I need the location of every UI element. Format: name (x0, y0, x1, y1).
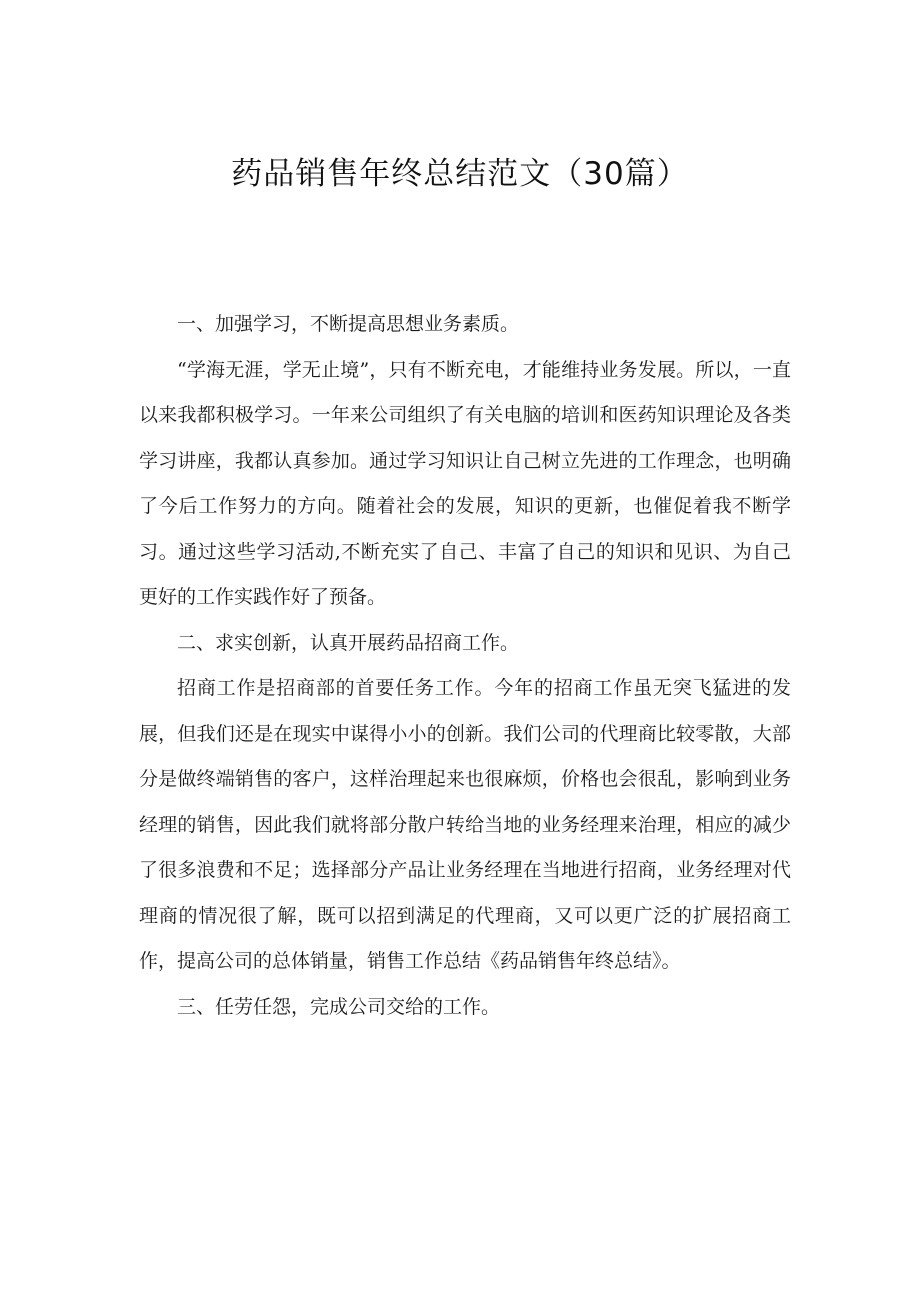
document-title: 药品销售年终总结范文（30篇） (231, 156, 689, 192)
section-paragraph-2: 招商工作是招商部的首要任务工作。今年的招商工作虽无突飞猛进的发展，但我们还是在现实中谋得小小的创新。我们公司的代理商比较零散，大部分是做终端销售的客户，这样治理起来也很麻烦，价格也会很乱，影响到业务经理的销售，因此我们就将部分散户转给当地的业务经理来治理，相应的减少了很多浪费和不足；选择部分产品让业务经理在当地进行招商，业务经理对代理商的情况很了解，既可以招到满足的代理商，又可以更广泛的扩展招商工作，提高公司的总体销量，销售工作总结《药品销售年终总结》。 (139, 677, 791, 972)
section-paragraph-1: “学海无涯，学无止境”，只有不断充电，才能维持业务发展。所以，一直以来我都积极学习。一年来公司组织了有关电脑的培训和医药知识理论及各类学习讲座，我都认真参加。通过学习知识让自己树立先进的工作理念，也明确了今后工作努力的方向。随着社会的发展，知识的更新，也催促着我不断学习。通过这些学习活动,不断充实了自己、丰富了自己的知识和见识、为自己更好的工作实践作好了预备。 (139, 358, 791, 608)
section-heading-1: 一、加强学习，不断提高思想业务素质。 (177, 313, 520, 335)
document-body (139, 302, 791, 1030)
section-heading-2: 二、求实创新，认真开展药品招商工作。 (177, 631, 520, 654)
section-heading-3: 三、任劳任怨，完成公司交给的工作。 (177, 995, 501, 1018)
